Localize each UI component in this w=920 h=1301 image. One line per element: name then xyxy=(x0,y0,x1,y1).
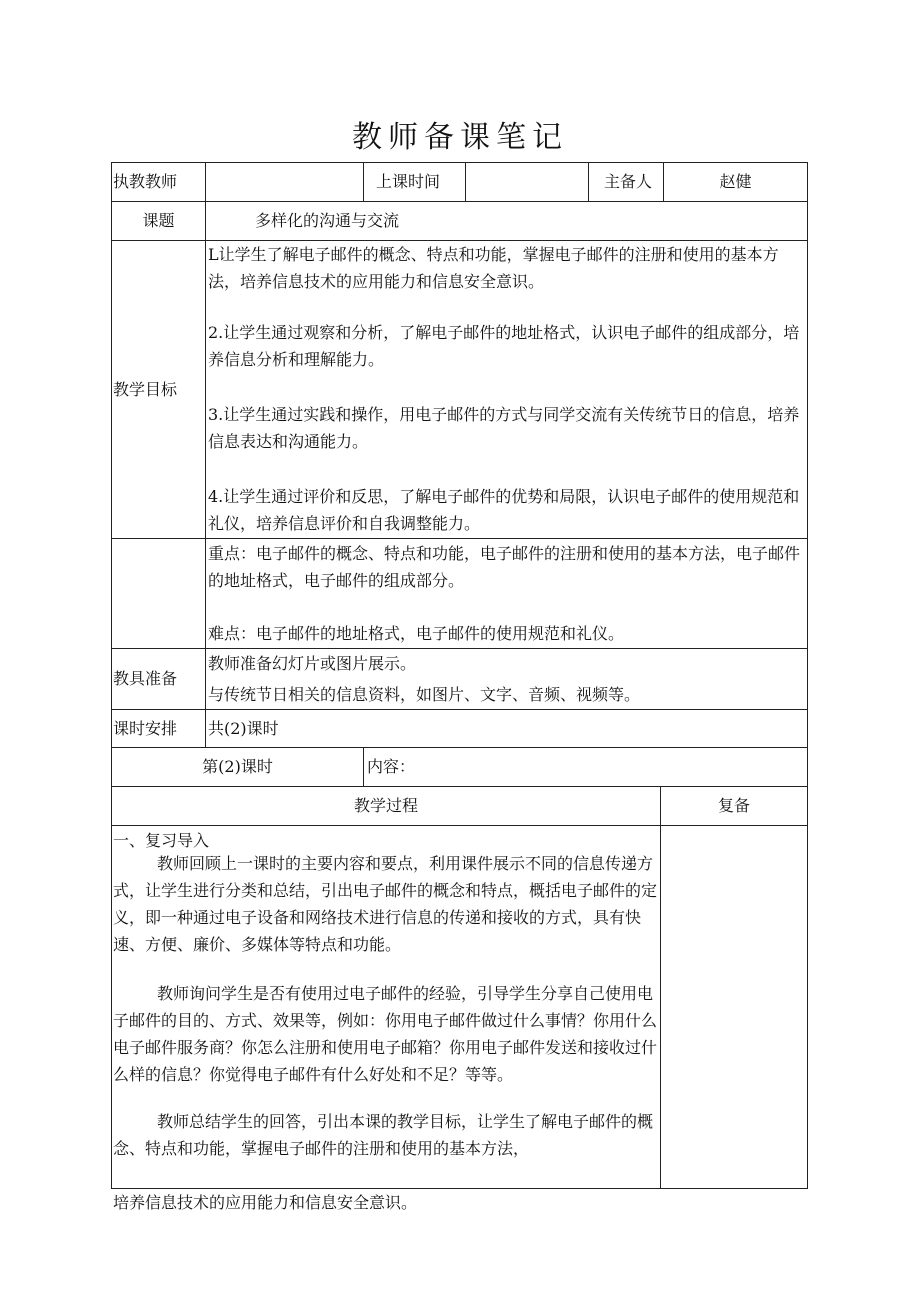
topic-label: 课题 xyxy=(142,211,175,230)
teacher-label: 执教教师 xyxy=(113,172,178,191)
topic-value: 多样化的沟通与交流 xyxy=(255,211,400,230)
materials-label: 教具准备 xyxy=(113,669,178,688)
preparer-label: 主备人 xyxy=(604,172,653,191)
objective-item: 4.让学生通过评价和反思，了解电子邮件的优势和局限，认识电子邮件的使用规范和礼仪，培养信息评价和自我调整能力。 xyxy=(208,487,800,533)
objective-item: 3.让学生通过实践和操作，用电子邮件的方式与同学交流有关传统节日的信息，培养信息表达和沟通能力。 xyxy=(208,405,800,451)
objective-item: L让学生了解电子邮件的概念、特点和功能，掌握电子邮件的注册和使用的基本方法，培养信息技术的应用能力和信息安全意识。 xyxy=(208,245,779,291)
lesson-content-label: 内容： xyxy=(367,757,416,776)
process-paragraph: 教师总结学生的回答，引出本课的教学目标，让学生了解电子邮件的概念、特点和功能，掌握电子邮件的注册和使用的基本方法， xyxy=(113,1112,654,1158)
schedule-label: 课时安排 xyxy=(113,719,178,738)
footer-text: 培养信息技术的应用能力和信息安全意识。 xyxy=(113,1193,418,1212)
process-paragraph: 教师询问学生是否有使用过电子邮件的经验，引导学生分享自己使用电子邮件的目的、方式、效果等，例如：你用电子邮件做过什么事情？你用什么电子邮件服务商？你怎么注册和使用电子邮箱？你用电子邮件发送和接收过什么样的信息？你觉得电子邮件有什么好处和不足？等等。 xyxy=(113,984,658,1084)
time-label: 上课时间 xyxy=(376,172,441,191)
review-header: 复备 xyxy=(717,796,750,815)
difficult-point-text: 难点：电子邮件的地址格式，电子邮件的使用规范和礼仪。 xyxy=(208,624,625,643)
materials-line1: 教师准备幻灯片或图片展示。 xyxy=(208,654,417,673)
schedule-value: 共(2)课时 xyxy=(208,719,279,738)
materials-line2: 与传统节日相关的信息资料，如图片、文字、音频、视频等。 xyxy=(208,685,641,704)
process-header: 教学过程 xyxy=(353,796,418,815)
objectives-label: 教学目标 xyxy=(113,380,178,399)
process-paragraph: 教师回顾上一课时的主要内容和要点，利用课件展示不同的信息传递方式，让学生进行分类和总结，引出电子邮件的概念和特点，概括电子邮件的定义，即一种通过电子设备和网络技术进行信息的传递和接收的方式，具有快速、方便、廉价、多媒体等特点和功能。 xyxy=(113,854,658,954)
key-point-text: 重点：电子邮件的概念、特点和功能，电子邮件的注册和使用的基本方法，电子邮件的地址格式，电子邮件的组成部分。 xyxy=(208,544,801,590)
lesson-number: 第(2)课时 xyxy=(202,757,273,776)
page-title: 教师备课笔记 xyxy=(352,120,568,155)
preparer-value: 赵健 xyxy=(719,172,752,191)
section-title: 一、复习导入 xyxy=(113,831,210,850)
objective-item: 2.让学生通过观察和分析，了解电子邮件的地址格式，认识电子邮件的组成部分，培养信息分析和理解能力。 xyxy=(208,323,800,369)
